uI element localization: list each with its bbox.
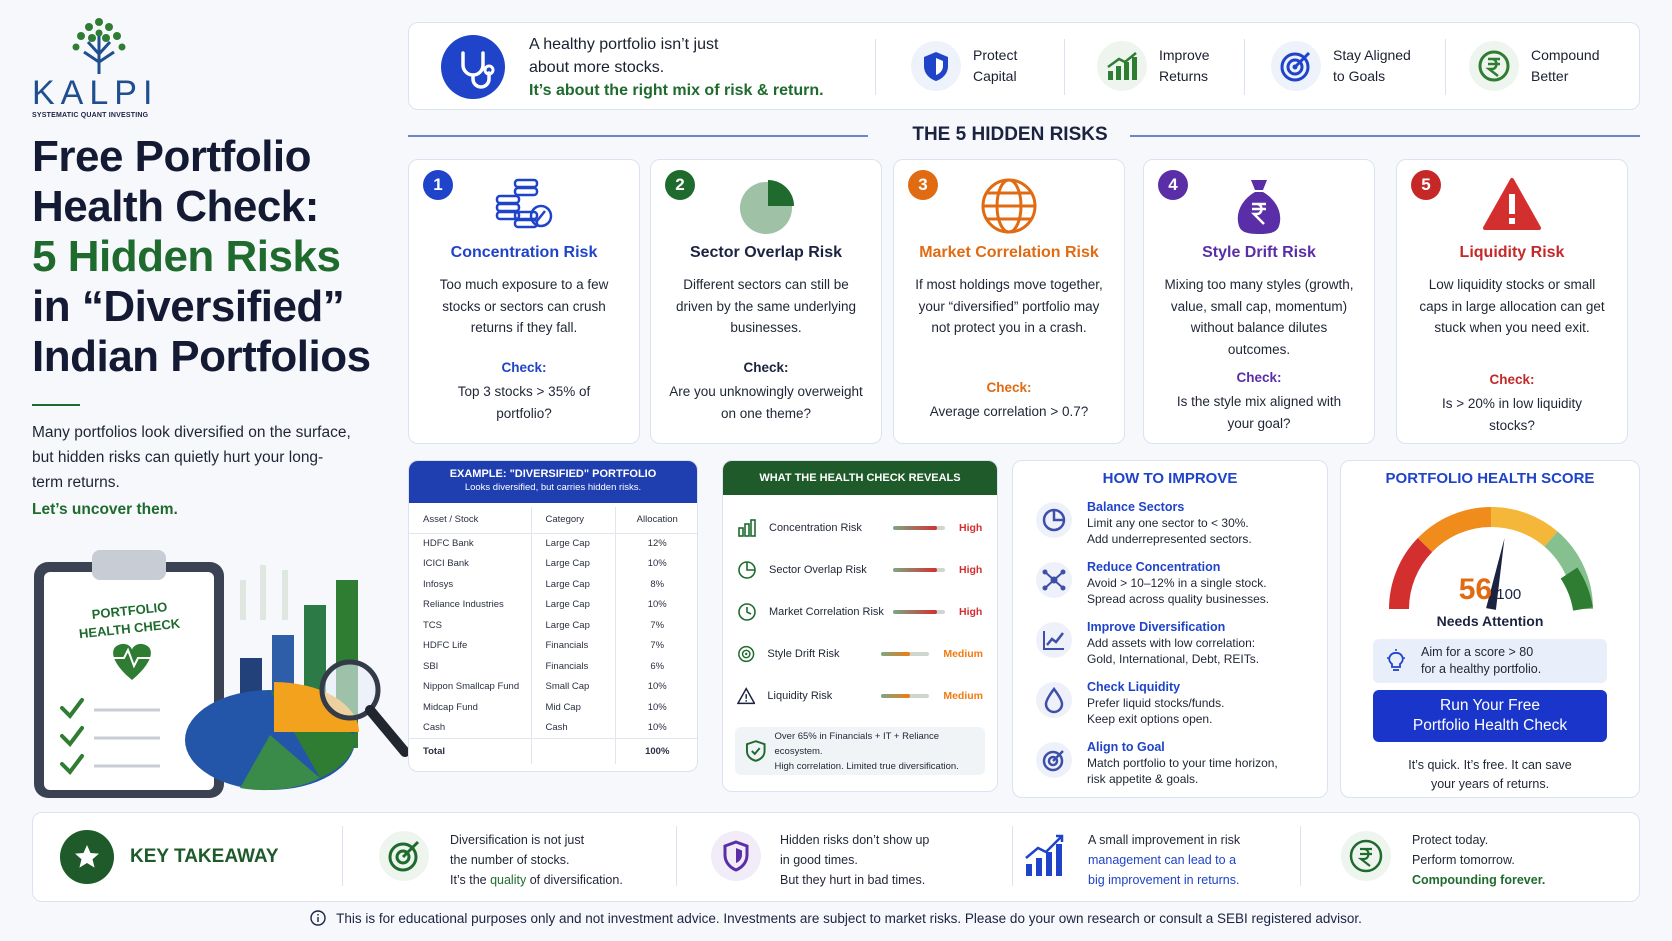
total-value: 100% [615, 738, 698, 764]
pie-chart-icon [1035, 501, 1073, 539]
asset-cell: Cash [423, 722, 446, 733]
table-total-row [409, 738, 698, 764]
line-chart-icon [1035, 621, 1073, 659]
network-icon [1035, 561, 1073, 599]
section-title: THE 5 HIDDEN RISKS [912, 124, 1108, 145]
takeaway-line: It’s the [450, 873, 491, 887]
risk-number: 3 [908, 170, 938, 200]
feature-label: Capital [973, 68, 1017, 84]
score-max: /100 [1492, 586, 1522, 603]
reveal-label: Liquidity Risk [767, 690, 833, 702]
risk-check-text: Top 3 stocks > 35% of portfolio? [457, 384, 591, 421]
feature-improve-returns [1097, 41, 1210, 91]
takeaway-line: of diversification. [526, 873, 623, 887]
rupee-icon [1469, 41, 1519, 91]
improve-detail: Limit any one sector to < 30%. [1087, 516, 1249, 530]
risk-level-bar [893, 526, 945, 530]
target-icon [1271, 41, 1321, 91]
coins-icon [493, 176, 555, 232]
table-row [409, 656, 698, 677]
table-row [409, 533, 698, 554]
risk-number: 2 [665, 170, 695, 200]
money-bag-icon [1231, 176, 1287, 236]
score-title: PORTFOLIO HEALTH SCORE [1385, 470, 1595, 487]
disclaimer-text: This is for educational purposes only and not investment advice. Investments are subject to market risks. Please do your own research or consult a SEBI registered advisor. [336, 910, 1362, 926]
allocation-cell: 12% [615, 533, 698, 554]
feature-label: Protect [973, 47, 1018, 63]
feature-protect-capital [911, 41, 1017, 91]
improve-item-liquidity [1035, 679, 1325, 727]
target-icon [1035, 741, 1073, 779]
info-icon [310, 910, 326, 926]
risk-check-label: Check: [986, 380, 1032, 395]
takeaway-line: Hidden risks don’t show up [780, 833, 930, 847]
risk-title: Sector Overlap Risk [689, 244, 843, 261]
how-to-improve [1012, 460, 1328, 798]
risk-level-bar [881, 652, 929, 656]
risk-level-bar [893, 568, 945, 572]
risk-card-liquidity [1396, 159, 1628, 444]
risk-number: 1 [423, 170, 453, 200]
improve-item-diversification [1035, 619, 1325, 667]
category-cell: Mid Cap [531, 697, 615, 718]
improve-heading: Check Liquidity [1087, 680, 1181, 694]
stethoscope-icon [441, 35, 505, 99]
warning-icon [1482, 176, 1542, 232]
example-subtitle: Looks diversified, but carries hidden risks. [464, 482, 642, 493]
reveal-row [737, 507, 983, 549]
improve-detail: Add underrepresented sectors. [1087, 532, 1252, 546]
bar-chart-icon [737, 518, 757, 538]
shield-icon [710, 830, 762, 882]
shield-icon [911, 41, 961, 91]
title-line-4: in “Diversified” [32, 282, 345, 331]
globe-icon [979, 176, 1039, 236]
risk-card-concentration [408, 159, 640, 444]
risk-number: 5 [1411, 170, 1441, 200]
reveal-row [737, 591, 983, 633]
allocation-cell: 10% [615, 697, 698, 718]
risk-check-label: Check: [1489, 372, 1535, 387]
improve-detail: Keep exit options open. [1087, 712, 1213, 726]
example-portfolio [408, 460, 698, 772]
reveal-label: Market Correlation Risk [769, 606, 884, 618]
run-health-check-button[interactable] [1373, 690, 1607, 742]
title-line-1: Free Portfolio [32, 132, 312, 181]
takeaway-item-4 [1412, 830, 1545, 890]
takeaway-line: the number of stocks. [450, 853, 570, 867]
risk-description: Too much exposure to a few stocks or sectors can crush returns if they fall. [439, 277, 609, 335]
risk-description: Different sectors can still be driven by the same underlying businesses. [675, 277, 857, 335]
brand-tagline: SYSTEMATIC QUANT INVESTING [32, 112, 149, 119]
improve-detail: Spread across quality businesses. [1087, 592, 1270, 606]
intro [32, 420, 352, 522]
board-text-1: PORTFOLIO [91, 599, 169, 622]
reveal-label: Style Drift Risk [767, 648, 840, 660]
button-line-2: Portfolio Health Check [1412, 717, 1568, 734]
intro-cta: Let’s uncover them. [32, 501, 178, 518]
table-row [409, 615, 698, 636]
risk-card-market-correlation [893, 159, 1125, 444]
rupee-icon [1340, 830, 1392, 882]
risk-level-bar [881, 694, 929, 698]
risk-level: High [959, 606, 983, 618]
table-row [409, 718, 698, 739]
takeaway-highlight: quality [490, 873, 527, 887]
reveals-note-line-2: High correlation. Limited true diversification. [774, 760, 959, 772]
takeaway-line: big improvement in returns. [1088, 873, 1240, 887]
asset-cell: Nippon Smallcap Fund [423, 681, 520, 693]
table-row [409, 697, 698, 718]
allocation-cell: 6% [615, 656, 698, 677]
category-cell: Large Cap [531, 533, 615, 554]
category-cell: Large Cap [531, 615, 615, 636]
clock-chart-icon [737, 602, 757, 622]
improve-heading: Reduce Concentration [1087, 560, 1221, 574]
tree-logo-icon [62, 14, 136, 76]
category-cell: Financials [531, 636, 615, 657]
category-cell: Cash [531, 718, 615, 739]
reveal-label: Concentration Risk [769, 522, 862, 534]
risk-level-fill [881, 694, 910, 698]
table-header-row [409, 507, 698, 533]
risk-title: Liquidity Risk [1459, 244, 1565, 261]
improve-item-align-goal [1035, 739, 1325, 787]
total-label: Total [423, 745, 445, 757]
takeaway-line: A small improvement in risk [1088, 833, 1241, 847]
risk-level: Medium [943, 648, 983, 660]
improve-detail: Match portfolio to your time horizon, [1087, 756, 1278, 770]
reveals-title: WHAT THE HEALTH CHECK REVEALS [723, 461, 997, 495]
brand-name: KALPI [32, 74, 159, 112]
asset-cell: HDFC Life [423, 640, 468, 652]
score-status: Needs Attention [1436, 613, 1544, 629]
risk-card-style-drift [1143, 159, 1375, 444]
takeaway-line: Compounding forever. [1412, 873, 1546, 887]
improve-item-reduce-concentration [1035, 559, 1325, 607]
improve-detail: Gold, International, Debt, REITs. [1087, 652, 1260, 666]
feature-label: Better [1531, 68, 1569, 84]
page-title [32, 132, 392, 382]
column-header: Category [531, 507, 615, 533]
table-row [409, 554, 698, 575]
allocation-cell: 10% [615, 554, 698, 575]
title-line-3: 5 Hidden Risks [32, 232, 341, 281]
health-check-illustration [20, 540, 420, 825]
improve-detail: Avoid > 10–12% in a single stock. [1087, 576, 1267, 590]
lightbulb-icon [1385, 649, 1407, 673]
water-drop-icon [1035, 681, 1073, 719]
improve-item-balance-sectors [1035, 499, 1325, 547]
takeaway-label: KEY TAKEAWAY [130, 846, 279, 867]
shield-check-icon [745, 739, 767, 763]
improve-detail: risk appetite & goals. [1087, 772, 1199, 786]
asset-cell: TCS [423, 619, 442, 631]
column-header: Asset / Stock [409, 507, 531, 533]
section-rule-right [1130, 135, 1640, 137]
takeaway-line: Diversification is not just [450, 833, 585, 847]
table-row [409, 574, 698, 595]
risk-title: Style Drift Risk [1202, 244, 1316, 261]
allocation-cell: 8% [615, 574, 698, 595]
risk-check-text: Are you unknowingly overweight on one theme? [669, 384, 863, 421]
reveal-row [737, 549, 983, 591]
score-tip-line-2: for a healthy portfolio. [1421, 662, 1542, 676]
allocation-cell: 7% [615, 615, 698, 636]
feature-compound-better [1469, 41, 1600, 91]
column-header: Allocation [615, 507, 698, 533]
table-row [409, 595, 698, 616]
risk-card-sector-overlap [650, 159, 882, 444]
takeaway-line: Perform tomorrow. [1412, 853, 1515, 867]
example-table [409, 507, 698, 764]
takeaway-line: But they hurt in bad times. [780, 873, 926, 887]
growth-chart-icon [1097, 41, 1147, 91]
star-icon [60, 830, 114, 884]
growth-chart-icon [1022, 832, 1068, 878]
takeaway-item-1 [450, 830, 623, 890]
banner-line-1: A healthy portfolio isn’t just [529, 36, 719, 53]
feature-label: Stay Aligned [1333, 47, 1411, 63]
score-tip [1373, 639, 1607, 683]
risk-level-fill [893, 610, 937, 614]
risk-check-text: Average correlation > 0.7? [929, 404, 1089, 419]
improve-title: HOW TO IMPROVE [1102, 470, 1238, 487]
asset-cell: HDFC Bank [423, 538, 474, 549]
title-line-5: Indian Portfolios [32, 332, 371, 381]
takeaway-line: management can lead to a [1088, 853, 1237, 867]
table-row [409, 677, 698, 698]
asset-cell: SBI [423, 660, 439, 672]
takeaway-line: in good times. [780, 853, 858, 867]
reveal-label: Sector Overlap Risk [769, 564, 867, 576]
risk-level-fill [893, 526, 937, 530]
risk-level: High [959, 564, 983, 576]
takeaway-item-3 [1088, 830, 1240, 890]
risk-check-text: Is the style mix aligned with your goal? [1176, 394, 1342, 431]
feature-stay-aligned [1271, 41, 1411, 91]
reveals-note [735, 727, 985, 775]
risk-level-bar [893, 610, 945, 614]
category-cell: Large Cap [531, 574, 615, 595]
intro-text: Many portfolios look diversified on the surface, but hidden risks can quietly hurt your long-term returns. [32, 424, 351, 491]
risk-level: High [959, 522, 983, 534]
score-foot-line-1: It’s quick. It’s free. It can save [1408, 758, 1572, 772]
feature-label: Improve [1159, 47, 1210, 63]
takeaway-item-2 [780, 830, 929, 890]
feature-label: Returns [1159, 68, 1209, 84]
category-cell: Large Cap [531, 595, 615, 616]
risk-level-fill [881, 652, 910, 656]
allocation-cell: 10% [615, 677, 698, 698]
improve-heading: Balance Sectors [1087, 500, 1185, 514]
risk-check-text: Is > 20% in low liquidity stocks? [1442, 396, 1582, 433]
category-cell: Large Cap [531, 554, 615, 575]
target-icon [737, 644, 755, 664]
allocation-cell: 10% [615, 718, 698, 739]
health-check-reveals [722, 460, 998, 792]
reveal-row [737, 675, 983, 717]
reveal-row [737, 633, 983, 675]
title-line-2: Health Check: [32, 182, 319, 231]
improve-detail: Prefer liquid stocks/funds. [1087, 696, 1225, 710]
banner-line-2: about more stocks. [529, 59, 665, 76]
asset-cell: Reliance Industries [423, 599, 504, 611]
pie-chart-icon [737, 560, 757, 580]
risk-check-label: Check: [743, 360, 789, 375]
section-rule-left [408, 135, 868, 137]
score-value: 56 [1458, 573, 1493, 606]
risk-level: Medium [943, 690, 983, 702]
risk-description: If most holdings move together, your “diversified” portfolio may not protect you in a crash. [915, 277, 1103, 335]
asset-cell: Midcap Fund [423, 701, 478, 713]
portfolio-health-score [1340, 460, 1640, 798]
category-cell: Small Cap [531, 677, 615, 698]
allocation-cell: 10% [615, 595, 698, 616]
improve-heading: Improve Diversification [1087, 620, 1226, 634]
button-line-1: Run Your Free [1440, 697, 1540, 714]
target-icon [378, 830, 430, 882]
risk-check-label: Check: [1236, 370, 1282, 385]
score-tip-line-1: Aim for a score > 80 [1421, 645, 1534, 659]
table-row [409, 636, 698, 657]
top-banner [408, 22, 1640, 110]
takeaway-line: Protect today. [1412, 833, 1489, 847]
allocation-cell: 7% [615, 636, 698, 657]
disclaimer [0, 910, 1672, 926]
total-category [531, 738, 615, 764]
risk-number: 4 [1158, 170, 1188, 200]
risk-level-fill [893, 568, 937, 572]
feature-label: to Goals [1333, 68, 1386, 84]
banner-line-3: It’s about the right mix of risk & return. [529, 82, 824, 99]
improve-detail: Add assets with low correlation: [1087, 636, 1256, 650]
reveals-note-line-1: Over 65% in Financials + IT + Reliance ecosystem. [774, 730, 940, 757]
pie-icon [736, 176, 796, 236]
warning-icon [737, 686, 755, 706]
risk-description: Low liquidity stocks or small caps in large allocation can get stuck when you need exit. [1419, 277, 1605, 335]
score-foot-line-2: your years of returns. [1430, 777, 1550, 791]
title-divider [32, 404, 80, 406]
logo [32, 14, 172, 118]
feature-label: Compound [1531, 47, 1600, 63]
category-cell: Financials [531, 656, 615, 677]
improve-heading: Align to Goal [1087, 740, 1165, 754]
asset-cell: Infosys [423, 578, 454, 590]
board-text-2: HEALTH CHECK [78, 615, 181, 642]
risk-check-label: Check: [501, 360, 547, 375]
asset-cell: ICICI Bank [423, 558, 469, 570]
risk-description: Mixing too many styles (growth, value, small cap, momentum) without balance dilutes outcomes. [1164, 277, 1354, 357]
risk-title: Market Correlation Risk [919, 244, 1099, 261]
risk-title: Concentration Risk [450, 244, 598, 261]
example-title: EXAMPLE: "DIVERSIFIED" PORTFOLIO [449, 468, 657, 480]
